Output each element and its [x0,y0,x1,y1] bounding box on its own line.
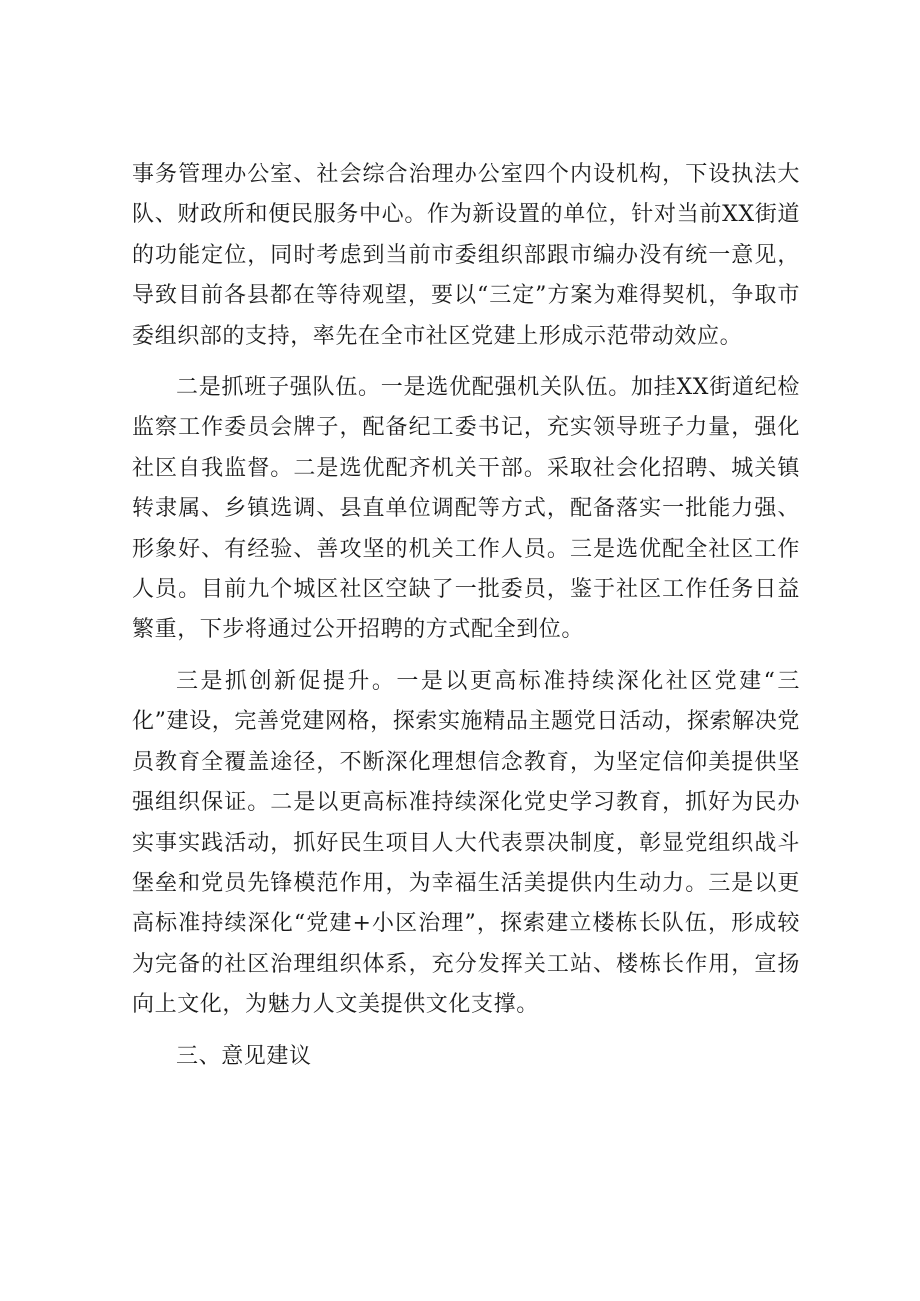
section-heading: 三、意见建议 [176,1043,312,1069]
paragraph-innovation: 三是抓创新促提升。一是以更高标准持续深化社区党建“三化”建设，完善党建网格，探索实施精品主题党日活动，探索解决党员教育全覆盖途径，不断深化理想信念教育，为坚定信仰美提供坚强组织保证。二是以更高标准持续深化党史学习教育，抓好为民办实事实践活动，抓好民生项目人大代表票决制度，彰显党组织战斗堡垒和党员先锋模范作用，为幸福生活美提供内生动力。三是以更高标准持续深化“党建+小区治理”，探索建立楼栋长队伍，形成较为完备的社区治理组织体系，充分发挥关工站、楼栋长作用，宣扬向上文化，为魅力人文美提供文化支撑。 [132,668,800,1018]
document-body [132,155,800,1077]
paragraph-continuation: 事务管理办公室、社会综合治理办公室四个内设机构，下设执法大队、财政所和便民服务中心。作为新设置的单位，针对当前XX街道的功能定位，同时考虑到当前市委组织部跟市编办没有统一意见，导致目前各县都在等待观望，要以“三定”方案为难得契机，争取市委组织部的支持，率先在全市社区党建上形成示范带动效应。 [132,162,800,349]
paragraph-team-building: 二是抓班子强队伍。一是选优配强机关队伍。加挂XX街道纪检监察工作委员会牌子，配备纪工委书记，充实领导班子力量，强化社区自我监督。二是选优配齐机关干部。采取社会化招聘、城关镇转隶属、乡镇选调、县直单位调配等方式，配备落实一批能力强、形象好、有经验、善攻坚的机关工作人员。三是选优配全社区工作人员。目前九个城区社区空缺了一批委员，鉴于社区工作任务日益繁重，下步将通过公开招聘的方式配全到位。 [132,375,800,643]
